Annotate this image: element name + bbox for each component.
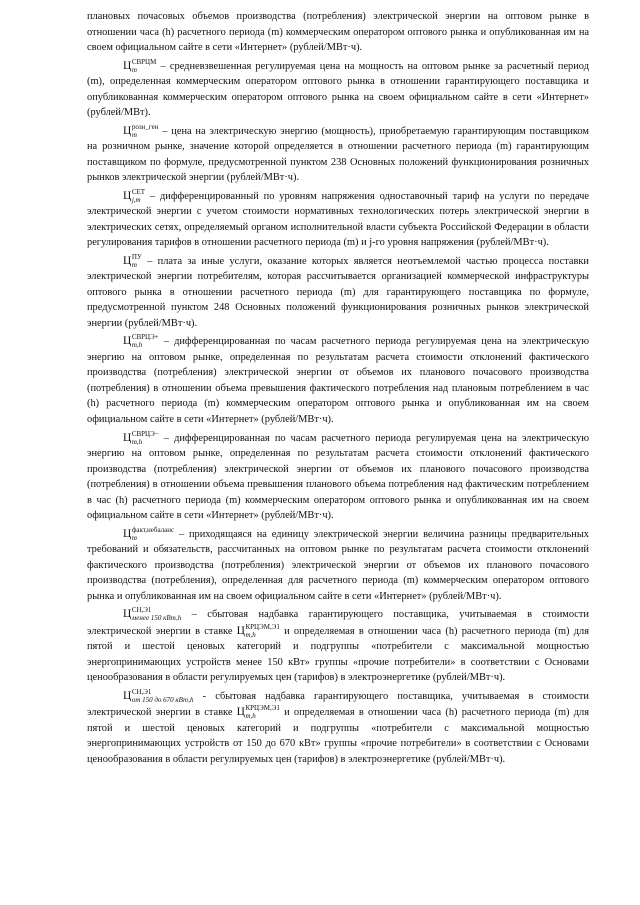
formula-symbol: Ц СН,Э1 менее 150 кВт,h xyxy=(123,606,182,623)
paragraph-text: плановых почасовых объемов производства (потребления) электрической энергии на оптовом рынке в отношении часа (h) расчетного периода (m) коммерческим оператором оптового рынка и опубликованная им на своем официальном сайте в сети «Интернет» (рублей/МВт·ч). xyxy=(87,11,589,53)
definition-sn-e1-lt150 xyxy=(87,606,589,686)
definition-text: – дифференцированная по часам расчетного периода регулируемая цена на электрическую энергию на оптовом рынке, определенная по результатам расчета стоимости отклонений фактического производства (потребления) электрической энергии от объемов их планового почасового производства (потребления) в отношении объема превышения фактического потребления над плановым потреблением в час (h) расчетного периода (m) коммерческим оператором оптового рынка и опубликованная им на своем официальном сайте в сети «Интернет» (рублей/МВт·ч). xyxy=(87,336,589,425)
formula-symbol: Ц факт,небаланс m xyxy=(123,525,175,542)
definition-text: – сбытовая надбавка гарантирующего поставщика, учитываемая в стоимости электрической энергии в ставке xyxy=(87,609,589,637)
formula-symbol: Ц СН,Э1 от 150 до 670 кВт,h xyxy=(123,687,194,704)
definition-text: – приходящаяся на единицу электрической энергии величина разницы предварительных требований и обязательств, рассчитанных на оптовом рынке по результатам расчета стоимости отклонений фактического производства (потребления) электрической энергии от объемов их планового почасового производства (потребления), определенная для расчетного периода (m) коммерческим оператором оптового рынка и опубликованная им на своем официальном сайте в сети «Интернет» (рублей/МВт·ч). xyxy=(87,528,589,602)
definition-svrcm xyxy=(87,58,589,121)
formula-symbol-inline: Ц КРЦЭМ,Э1 m,h xyxy=(236,704,280,721)
definition-set xyxy=(87,188,589,251)
definition-text: и определяемая в отношении часа (h) расчетного периода (m) для пятой и шестой ценовых категорий и подгруппы «потребители с максимальной мощностью энергопринимающих устройств от 150 до 670 кВт» группы «прочие потребители» в соответствии с Основами ценообразования в области регулируемых цен (тарифов) в электроэнергетике (рублей/МВт·ч). xyxy=(87,707,589,765)
definition-text: – дифференцированная по часам расчетного периода регулируемая цена на электрическую энергию на оптовом рынке, определенная по результатам расчета стоимости отклонений фактического производства (потребления) электрической энергии от объемов их планового почасового производства (потребления) в отношении объема превышения планового объема потребления над фактическим потреблением в час (h) расчетного периода (m) коммерческим оператором оптового рынка и опубликованная им на своем официальном сайте в сети «Интернет» (рублей/МВт·ч). xyxy=(87,432,589,522)
paragraph-intro xyxy=(87,9,589,56)
definition-text: – плата за иные услуги, оказание которых является неотъемлемой частью процесса поставки электрической энергии потребителям, которая рассчитывается организацией коммерческой инфраструктуры оптового рынка в отношении расчетного периода (m) для гарантирующего поставщика по формуле, предусмотренной пунктом 248 Основных положений функционирования розничных рынков электрической энергии (рублей/МВт·ч). xyxy=(87,255,589,329)
definition-text: – средневзвешенная регулируемая цена на мощность на оптовом рынке за расчетный период (m), определенная коммерческим оператором оптового рынка в отношении гарантирующего поставщика и опубликованная коммерческим оператором оптового рынка на своем официальном сайте в сети «Интернет» (рублей/МВт). xyxy=(87,60,589,119)
formula-symbol: Ц розн_ген m xyxy=(123,122,159,139)
definition-pu xyxy=(87,253,589,332)
definition-text: – цена на электрическую энергию (мощность), приобретаемую гарантирующим поставщиком на розничном рынке, значение которой определяется в отношении расчетного периода (m) гарантирующим поставщиком по формуле, предусмотренной пунктом 238 Основных положений функционирования розничных рынков электрической энергии (рублей/МВт·ч). xyxy=(87,125,589,184)
definition-svrce-minus xyxy=(87,430,589,524)
definition-text: - сбытовая надбавка гарантирующего поставщика, учитываемая в стоимости электрической энергии в ставке xyxy=(87,690,589,719)
formula-symbol: Ц СВРЦЭ− m,h xyxy=(123,429,159,446)
definition-svrce-plus xyxy=(87,333,589,427)
definition-fakt-nebalans xyxy=(87,526,589,605)
definition-sn-e1-150-670 xyxy=(87,688,589,768)
definition-text: и определяемая в отношении часа (h) расчетного периода (m) для пятой и шестой ценовых категорий и подгруппы «потребители с максимальной мощностью энергопринимающих устройств менее 150 кВт» группы «прочие потребители» в соответствии с Основами ценообразования в области регулируемых цен (тарифов) в электроэнергетике (рублей/МВт·ч). xyxy=(87,625,589,684)
formula-symbol: Ц СВРЦЭ+ m,h xyxy=(123,333,159,350)
definition-rozn-gen xyxy=(87,123,589,186)
formula-symbol: Ц СЕТ j,m xyxy=(123,187,146,204)
formula-symbol-inline: Ц КРЦЭМ,Э1 m,h xyxy=(236,622,280,639)
formula-symbol: Ц ПУ m xyxy=(123,252,142,269)
formula-symbol: Ц СВРЦМ m xyxy=(123,57,157,74)
definition-text: – дифференцированный по уровням напряжения одноставочный тариф на услуги по передаче электрической энергии с учетом стоимости нормативных технологических потерь электрической энергии в электрических сетях, определяемый органом исполнительной власти субъекта Российской Федерации в области регулирования тарифов в отношении расчетного периода (m) и j-го уровня напряжения (рублей/МВт·ч). xyxy=(87,190,589,249)
